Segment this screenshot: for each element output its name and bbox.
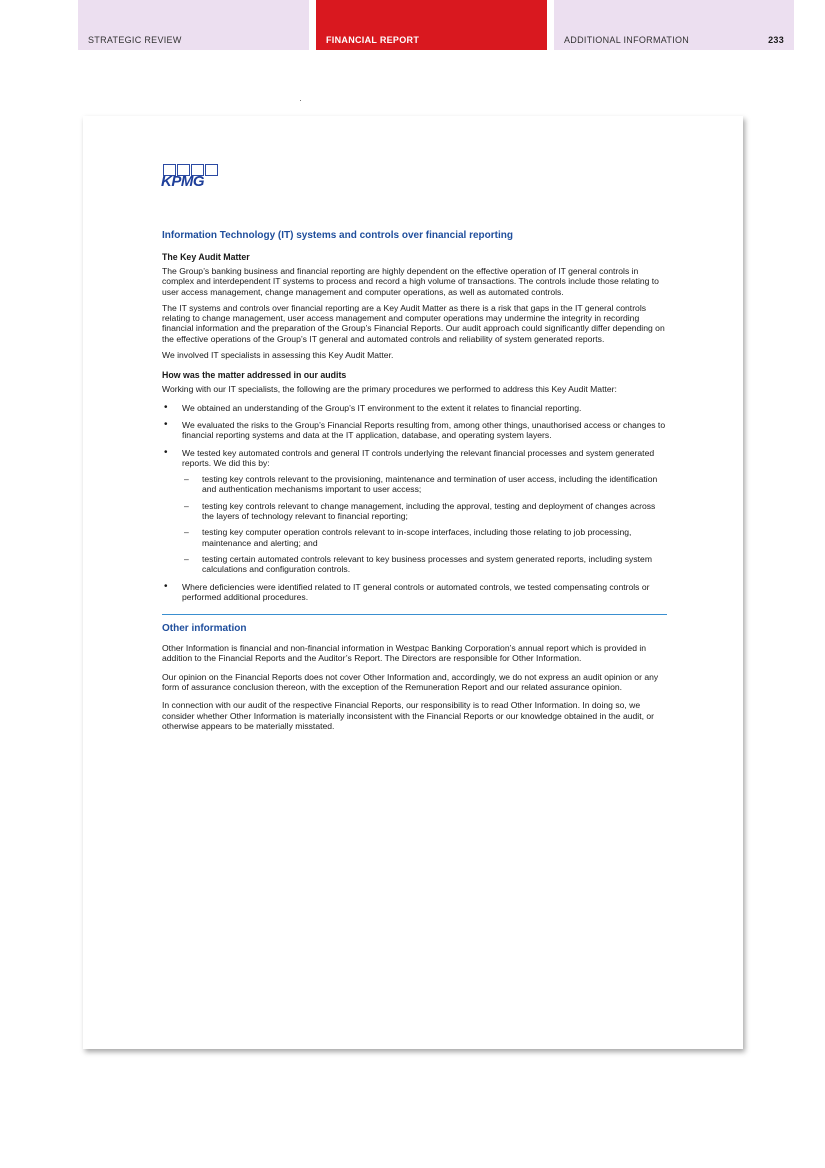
list-item-text: We tested key automated controls and general IT controls underlying the relevant financial processes and system generated reports. We did this by: xyxy=(182,447,655,468)
report-content xyxy=(162,230,667,737)
tab-additional-information[interactable] xyxy=(554,0,794,50)
paragraph: We involved IT specialists in assessing this Key Audit Matter. xyxy=(162,350,394,361)
kam-heading: The Key Audit Matter xyxy=(162,252,250,262)
list-item xyxy=(162,448,667,575)
section-title: Information Technology (IT) systems and controls over financial reporting xyxy=(162,230,513,241)
sub-list-item: – testing key controls relevant to change management, including the approval, testing and deployment of changes across the layers of technology relevant to financial reporting; xyxy=(182,501,667,522)
paragraph: The Group’s banking business and financial reporting are highly dependent on the effective operation of IT general controls in complex and interdependent IT systems to process and record a high volume of transactions. The controls include those relating to user access management, change management and computer operations, as well as automated controls. xyxy=(162,266,659,297)
section-divider xyxy=(162,614,667,615)
stray-mark xyxy=(300,100,301,101)
paragraph: The IT systems and controls over financial reporting are a Key Audit Matter as there is a risk that gaps in the IT general controls relating to change management, user access management and computer operations may undermine the integrity in recording financial information and the preparation of the Group’s Financial Reports. Our audit approach could significantly differ depending on the effective operations of the Group’s IT general and automated controls and reliability of system generated reports. xyxy=(162,302,665,344)
tab-label: ADDITIONAL INFORMATION xyxy=(564,35,690,45)
sub-procedures-list xyxy=(182,474,667,574)
page-number: 233 xyxy=(768,35,784,45)
logo-text: KPMG xyxy=(161,173,204,190)
other-information-title: Other information xyxy=(162,623,247,635)
procedures-heading: How was the matter addressed in our audits xyxy=(162,370,347,381)
paragraph: In connection with our audit of the respective Financial Reports, our responsibility is to read Other Information. In doing so, we consider whether Other Information is materially inconsistent with the Financial Reports or our knowledge obtained in the audit, or otherwise appears to be materially misstated. xyxy=(162,700,655,731)
paragraph: Other Information is financial and non-financial information in Westpac Banking Corporation’s annual report which is provided in addition to the Financial Reports and the Auditor’s Report. The Directors are responsible for Other Information. xyxy=(162,643,647,664)
procedures-list xyxy=(162,403,667,602)
paragraph: Our opinion on the Financial Reports does not cover Other Information and, accordingly, we do not express an audit opinion or any form of assurance conclusion thereon, with the exception of the Remuneration Report and our related assurance opinion. xyxy=(162,671,659,693)
sub-list-item: – testing key controls relevant to the provisioning, maintenance and termination of user access, including the identification and authentication mechanisms important to user access; xyxy=(182,474,667,495)
kpmg-logo xyxy=(161,164,215,192)
sub-list-item: – testing certain automated controls relevant to key business processes and system generated reports, including system calculations and configuration controls. xyxy=(182,554,667,575)
tab-financial-report[interactable] xyxy=(316,0,547,50)
list-item: • Where deficiencies were identified related to IT general controls or automated controls, we tested compensating controls or performed additional procedures. xyxy=(162,582,667,603)
tab-label: STRATEGIC REVIEW xyxy=(88,35,182,45)
sub-list-item: – testing key computer operation controls relevant to in-scope interfaces, including those relating to job processing, maintenance and alerting; and xyxy=(182,527,667,548)
tab-strategic-review[interactable] xyxy=(78,0,309,50)
section-navigation xyxy=(78,0,794,50)
paragraph: Working with our IT specialists, the following are the primary procedures we performed to address this Key Audit Matter: xyxy=(162,384,617,395)
report-page xyxy=(83,116,743,1049)
list-item: • We obtained an understanding of the Group’s IT environment to the extent it relates to financial reporting. xyxy=(162,403,667,413)
tab-label: FINANCIAL REPORT xyxy=(326,35,420,45)
list-item: • We evaluated the risks to the Group’s Financial Reports resulting from, among other things, unauthorised access or changes to financial reporting systems and data at the IT application, database, and operating system layers. xyxy=(162,420,667,441)
